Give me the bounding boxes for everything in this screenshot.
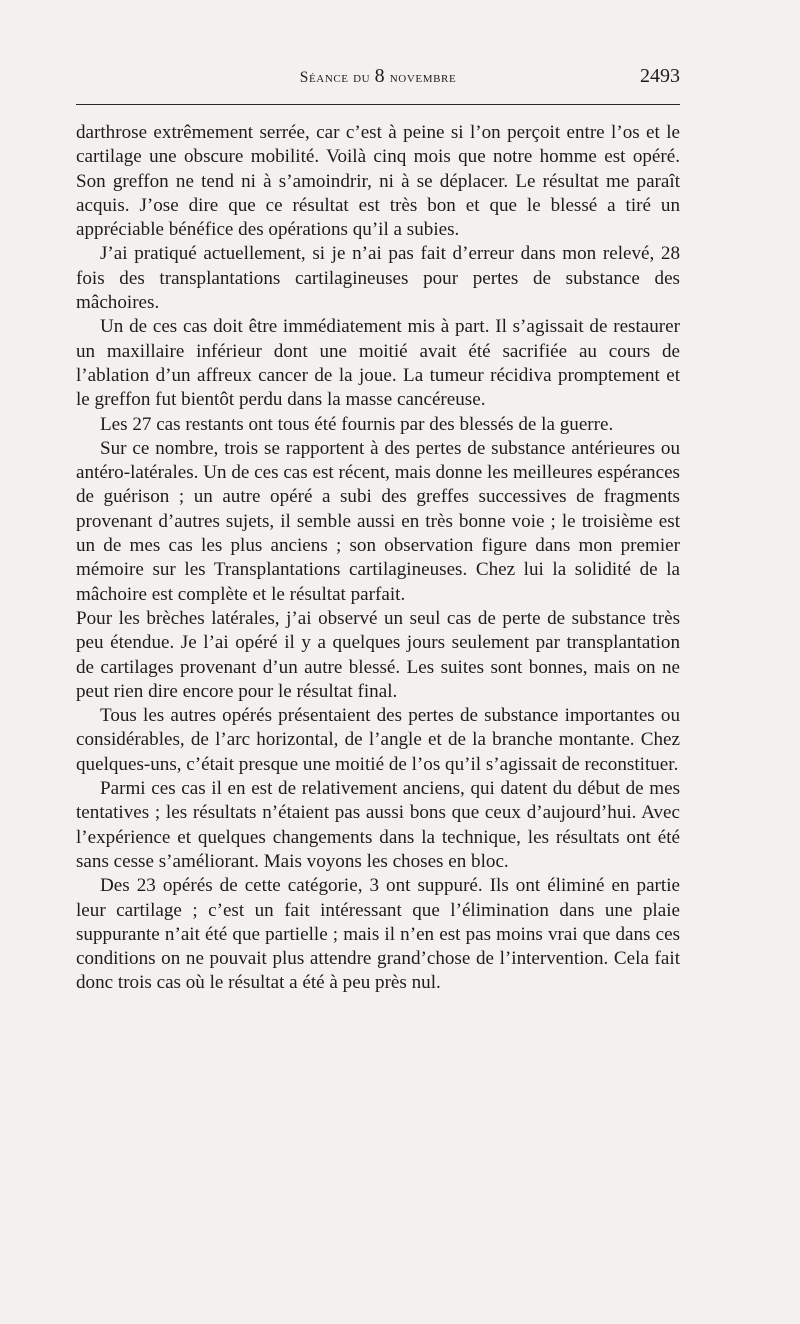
- paragraph-2: J’ai pratiqué actuellement, si je n’ai pas fait d’erreur dans mon relevé, 28 fois des transplantations cartilagineuses pour pertes de substance des mâchoires.: [76, 243, 680, 314]
- header-title-number: 8: [374, 65, 386, 87]
- paragraph-6: Pour les brèches latérales, j’ai observé un seul cas de perte de substance très peu étendue. Je l’ai opéré il y a quelques jours seulement par transplantation de cartilages provenant d’un autre blessé. Les suites sont bonnes, mais on ne peut rien dire encore pour le résultat final.: [76, 607, 680, 702]
- paragraph-4: Les 27 cas restants ont tous été fournis par des blessés de la guerre.: [100, 413, 614, 435]
- header-rule: [76, 104, 680, 105]
- paragraph-7: Tous les autres opérés présentaient des pertes de substance importantes ou considérables, de l’arc horizontal, de l’angle et de la branche montante. Chez quelques-uns, c’était presque une moitié de l’os qu’il s’agissait de reconstituer.: [76, 705, 680, 775]
- paragraph-3: Un de ces cas doit être immédiatement mis à part. Il s’agissait de restaurer un maxillaire inférieur dont une moitié avait été sacrifiée au cours de l’ablation d’un affreux cancer de la joue. La tumeur récidiva promptement et le greffon fut bientôt perdu dans la masse cancéreuse.: [76, 316, 680, 411]
- running-header: [76, 64, 680, 94]
- paragraph-1: darthrose extrêmement serrée, car c’est à peine si l’on perçoit entre l’os et le cartilage une obscure mobilité. Voilà cinq mois que notre homme est opéré. Son greffon ne tend ni à s’amoindrir, ni à se déplacer. Le résultat me paraît acquis. J’ose dire que ce résultat est très bon et que le blessé a tiré un appréciable bénéfice des opérations qu’il a subies.: [76, 122, 680, 241]
- header-title: [76, 64, 680, 90]
- header-title-part2: novembre: [385, 69, 457, 86]
- paragraph-8: Parmi ces cas il en est de relativement anciens, qui datent du début de mes tentatives ; les résultats n’étaient pas aussi bons que ceux d’aujourd’hui. Avec l’expérience et quelques changements dans la technique, les résultats ont été sans cesse s’améliorant. Mais voyons les choses en bloc.: [76, 778, 680, 872]
- paragraph-9: Des 23 opérés de cette catégorie, 3 ont suppuré. Ils ont éliminé en partie leur cartilage ; c’est un fait intéressant que l’élimination dans une plaie suppurante n’ait été que partielle ; mais il n’en est pas moins vrai que dans ces conditions on ne pouvait plus attendre grand’chose de l’intervention. Cela fait donc trois cas où le résultat a été à peu près nul.: [76, 875, 680, 994]
- header-title-part1: Séance du: [299, 69, 375, 86]
- paragraph-5: Sur ce nombre, trois se rapportent à des pertes de substance antérieures ou antéro-latérales. Un de ces cas est récent, mais donne les meilleures espérances de guérison ; un autre opéré a subi des greffes successives de fragments provenant d’autres sujets, il semble aussi en très bonne voie ; le troisième est un de mes cas les plus anciens ; son observation figure dans mon premier mémoire sur les Transplantations cartilagineuses. Chez lui la solidité de la mâchoire est complète et le résultat parfait.: [76, 437, 680, 605]
- page-number: 2493: [640, 65, 680, 87]
- body-text: [76, 121, 680, 996]
